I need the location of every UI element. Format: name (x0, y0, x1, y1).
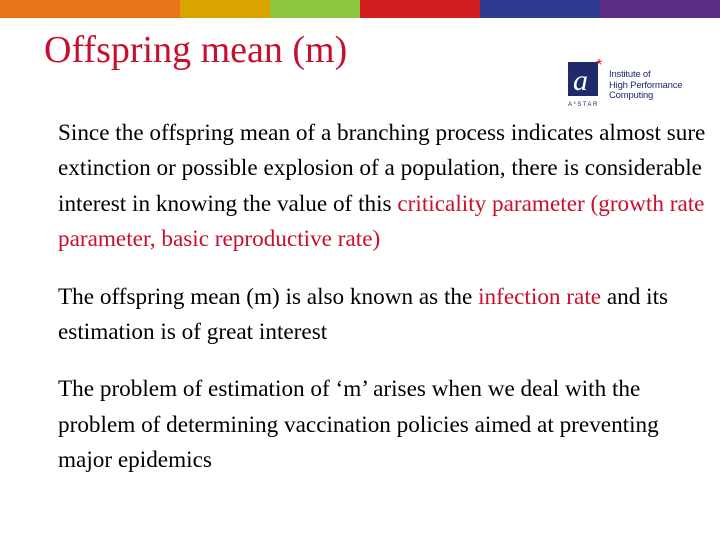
top-bar-purple-segment (600, 0, 720, 18)
top-bar-gold-segment (180, 0, 270, 18)
paragraph-estimation-problem (58, 372, 708, 478)
top-bar-green-segment (270, 0, 360, 18)
institute-name-line-3: Computing (609, 90, 654, 101)
paragraph-3-text: The problem of estimation of ‘m’ arises when we deal with the problem of determining vaccination policies aimed at preventing major epidemics (58, 376, 659, 474)
paragraph-2-text-start: The offspring mean (m) is also known as the (58, 283, 479, 310)
slide-title: Offspring mean (m) (44, 29, 348, 71)
astar-logo-icon (565, 56, 607, 108)
astar-wordmark: A*STAR (568, 102, 599, 108)
slide-body (58, 116, 708, 501)
criticality-parameter-highlight: criticality parameter (growth rate parameter, basic reproductive rate) (58, 190, 705, 253)
institute-name (609, 70, 682, 102)
infection-rate-highlight: infection rate (478, 283, 602, 310)
top-bar-red-segment (360, 0, 480, 18)
svg-text:a: a (573, 64, 588, 97)
institute-logo (565, 56, 683, 108)
paragraph-criticality (58, 116, 708, 258)
paragraph-1-text: Since the offspring mean of a branching process indicates almost sure extinction or possible explosion of a population, there is considerable interest in knowing the value of this (58, 120, 706, 217)
top-color-bar (0, 0, 720, 18)
top-bar-navy-segment (480, 0, 600, 18)
paragraph-infection-rate (58, 280, 708, 351)
institute-name-line-1: Institute of (609, 69, 651, 80)
paragraph-2-text-end: and its estimation is of great interest (58, 283, 669, 346)
svg-text:*: * (596, 57, 603, 74)
institute-name-line-2: High Performance (609, 79, 683, 91)
top-bar-orange-segment (0, 0, 180, 18)
